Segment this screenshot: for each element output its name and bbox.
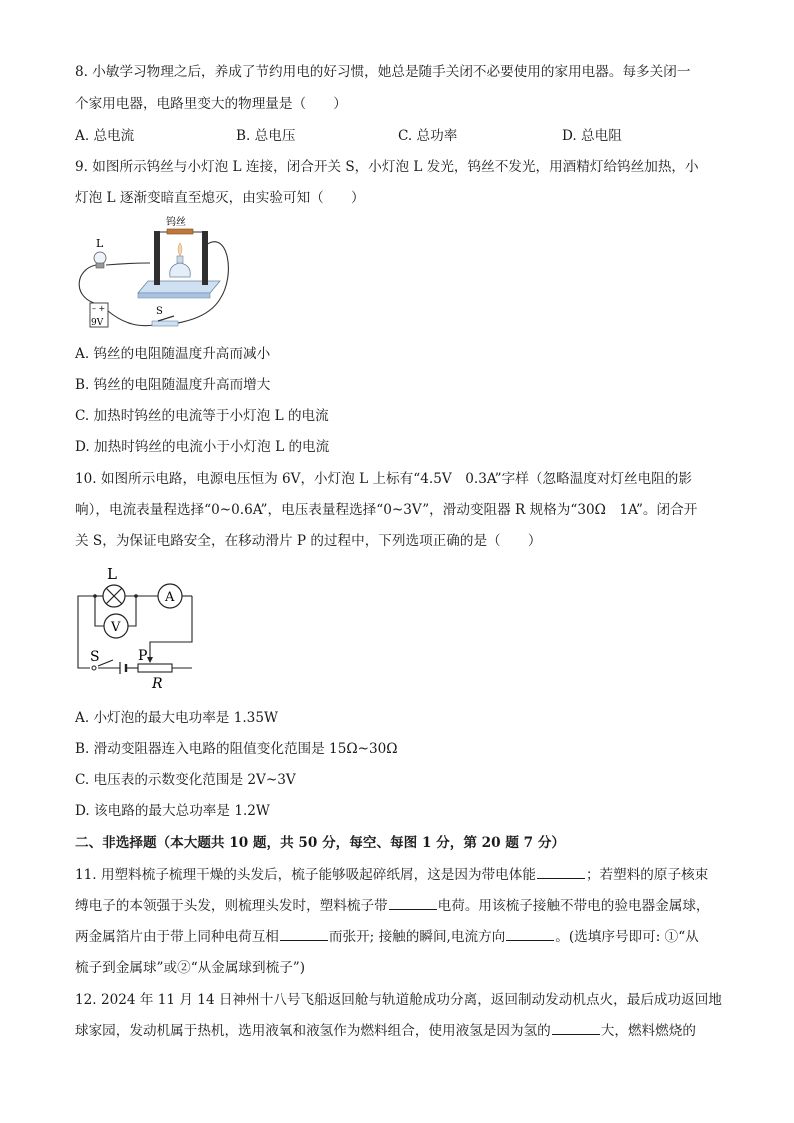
q9-option-a: A. 钨丝的电阻随温度升高而减小 bbox=[75, 346, 271, 362]
q10-switch-label: S bbox=[90, 649, 100, 665]
q9-circuit-figure bbox=[70, 215, 240, 335]
q9-battery-label: 9V bbox=[91, 318, 104, 328]
q9-stem-line1: 9. 如图所示钨丝与小灯泡 L 连接，闭合开关 S，小灯泡 L 发光，钨丝不发光，用酒精灯给钨丝加热，小 bbox=[75, 159, 699, 175]
q10-stem-line1: 10. 如图所示电路，电源电压恒为 6V，小灯泡 L 上标有“4.5V 0.3A”字样（忽略温度对灯丝电阻的影 bbox=[75, 471, 692, 487]
svg-text:V: V bbox=[111, 620, 121, 635]
answer-blank[interactable] bbox=[537, 866, 585, 879]
q8-stem-line2: 个家用电器，电路里变大的物理量是（ ） bbox=[75, 96, 347, 112]
ammeter-icon bbox=[158, 584, 182, 608]
q11-line2: 缚电子的本领强于头发，则梳理头发时，塑料梳子带 电荷。用该梳子接触不带电的验电器金属球， bbox=[75, 898, 710, 914]
battery-icon bbox=[120, 662, 126, 674]
q9-switch-label: S bbox=[156, 306, 163, 317]
alcohol-lamp-icon bbox=[170, 243, 191, 277]
q8-option-d: D. 总电阻 bbox=[562, 128, 622, 144]
lamp-icon bbox=[103, 585, 125, 607]
q9-bulb-label: L bbox=[96, 237, 104, 250]
answer-blank[interactable] bbox=[389, 897, 437, 910]
q9-stem-line2: 灯泡 L 逐渐变暗直至熄灭，由实验可知（ ） bbox=[75, 190, 365, 206]
q12-line2: 球家园，发动机属于热机，选用液氧和液氢作为燃料组合，使用液氢是因为氢的 大，燃料燃烧的 bbox=[75, 1023, 696, 1039]
q9-wire-label: 钨丝 bbox=[166, 217, 186, 228]
q11-line4: 梳子到金属球”或②“从金属球到梳子”) bbox=[75, 960, 306, 976]
q10-stem-line3: 关 S，为保证电路安全，在移动滑片 P 的过程中，下列选项正确的是（ ） bbox=[75, 533, 542, 549]
q8-option-c: C. 总功率 bbox=[398, 128, 458, 144]
q10-lamp-label: L bbox=[107, 565, 117, 583]
voltmeter-icon bbox=[104, 614, 128, 638]
section-heading: 二、非选择题（本大题共 10 题，共 50 分，每空、每图 1 分，第 20 题 7 分） bbox=[75, 835, 566, 851]
q10-option-c: C. 电压表的示数变化范围是 2V~3V bbox=[75, 772, 296, 788]
answer-blank[interactable] bbox=[552, 1022, 600, 1035]
q8-option-a: A. 总电流 bbox=[75, 128, 135, 144]
bulb-icon bbox=[94, 252, 106, 268]
tungsten-coil-icon bbox=[167, 229, 193, 234]
q8-option-b: B. 总电压 bbox=[236, 128, 296, 144]
svg-text:– +: – + bbox=[92, 304, 106, 313]
q11-line1: 11. 用塑料梳子梳理干燥的头发后，梳子能够吸起碎纸屑，这是因为带电体能 ；若塑料的原子核束 bbox=[75, 867, 709, 883]
q10-option-b: B. 滑动变阻器连入电路的阻值变化范围是 15Ω~30Ω bbox=[75, 741, 398, 757]
q10-rheostat-label: R bbox=[152, 676, 163, 692]
q10-option-d: D. 该电路的最大总功率是 1.2W bbox=[75, 803, 270, 819]
q10-option-a: A. 小灯泡的最大电功率是 1.35W bbox=[75, 710, 278, 726]
switch-icon bbox=[152, 316, 178, 326]
answer-blank[interactable] bbox=[280, 928, 328, 941]
q10-circuit-diagram bbox=[70, 562, 210, 694]
q11-line3: 两金属箔片由于带上同种电荷互相 而张开; 接触的瞬间,电流方向 。(选填序号即可: ①“从 bbox=[75, 929, 699, 945]
svg-text:A: A bbox=[165, 590, 175, 605]
q10-stem-line2: 响），电流表量程选择“0~0.6A”，电压表量程选择“0~3V”，滑动变阻器 R 规格为“30Ω 1A”。闭合开 bbox=[75, 502, 698, 518]
q9-option-c: C. 加热时钨丝的电流等于小灯泡 L 的电流 bbox=[75, 408, 329, 424]
q9-option-d: D. 加热时钨丝的电流小于小灯泡 L 的电流 bbox=[75, 439, 330, 455]
q8-stem-line1: 8. 小敏学习物理之后，养成了节约用电的好习惯，她总是随手关闭不必要使用的家用电器。每多关闭一 bbox=[75, 64, 691, 80]
q12-line1: 12. 2024 年 11 月 14 日神州十八号飞船返回舱与轨道舱成功分离，返回制动发动机点火，最后成功返回地 bbox=[75, 992, 722, 1008]
answer-blank[interactable] bbox=[506, 928, 554, 941]
q9-option-b: B. 钨丝的电阻随温度升高而增大 bbox=[75, 377, 271, 393]
q10-slider-label: P bbox=[138, 648, 148, 664]
